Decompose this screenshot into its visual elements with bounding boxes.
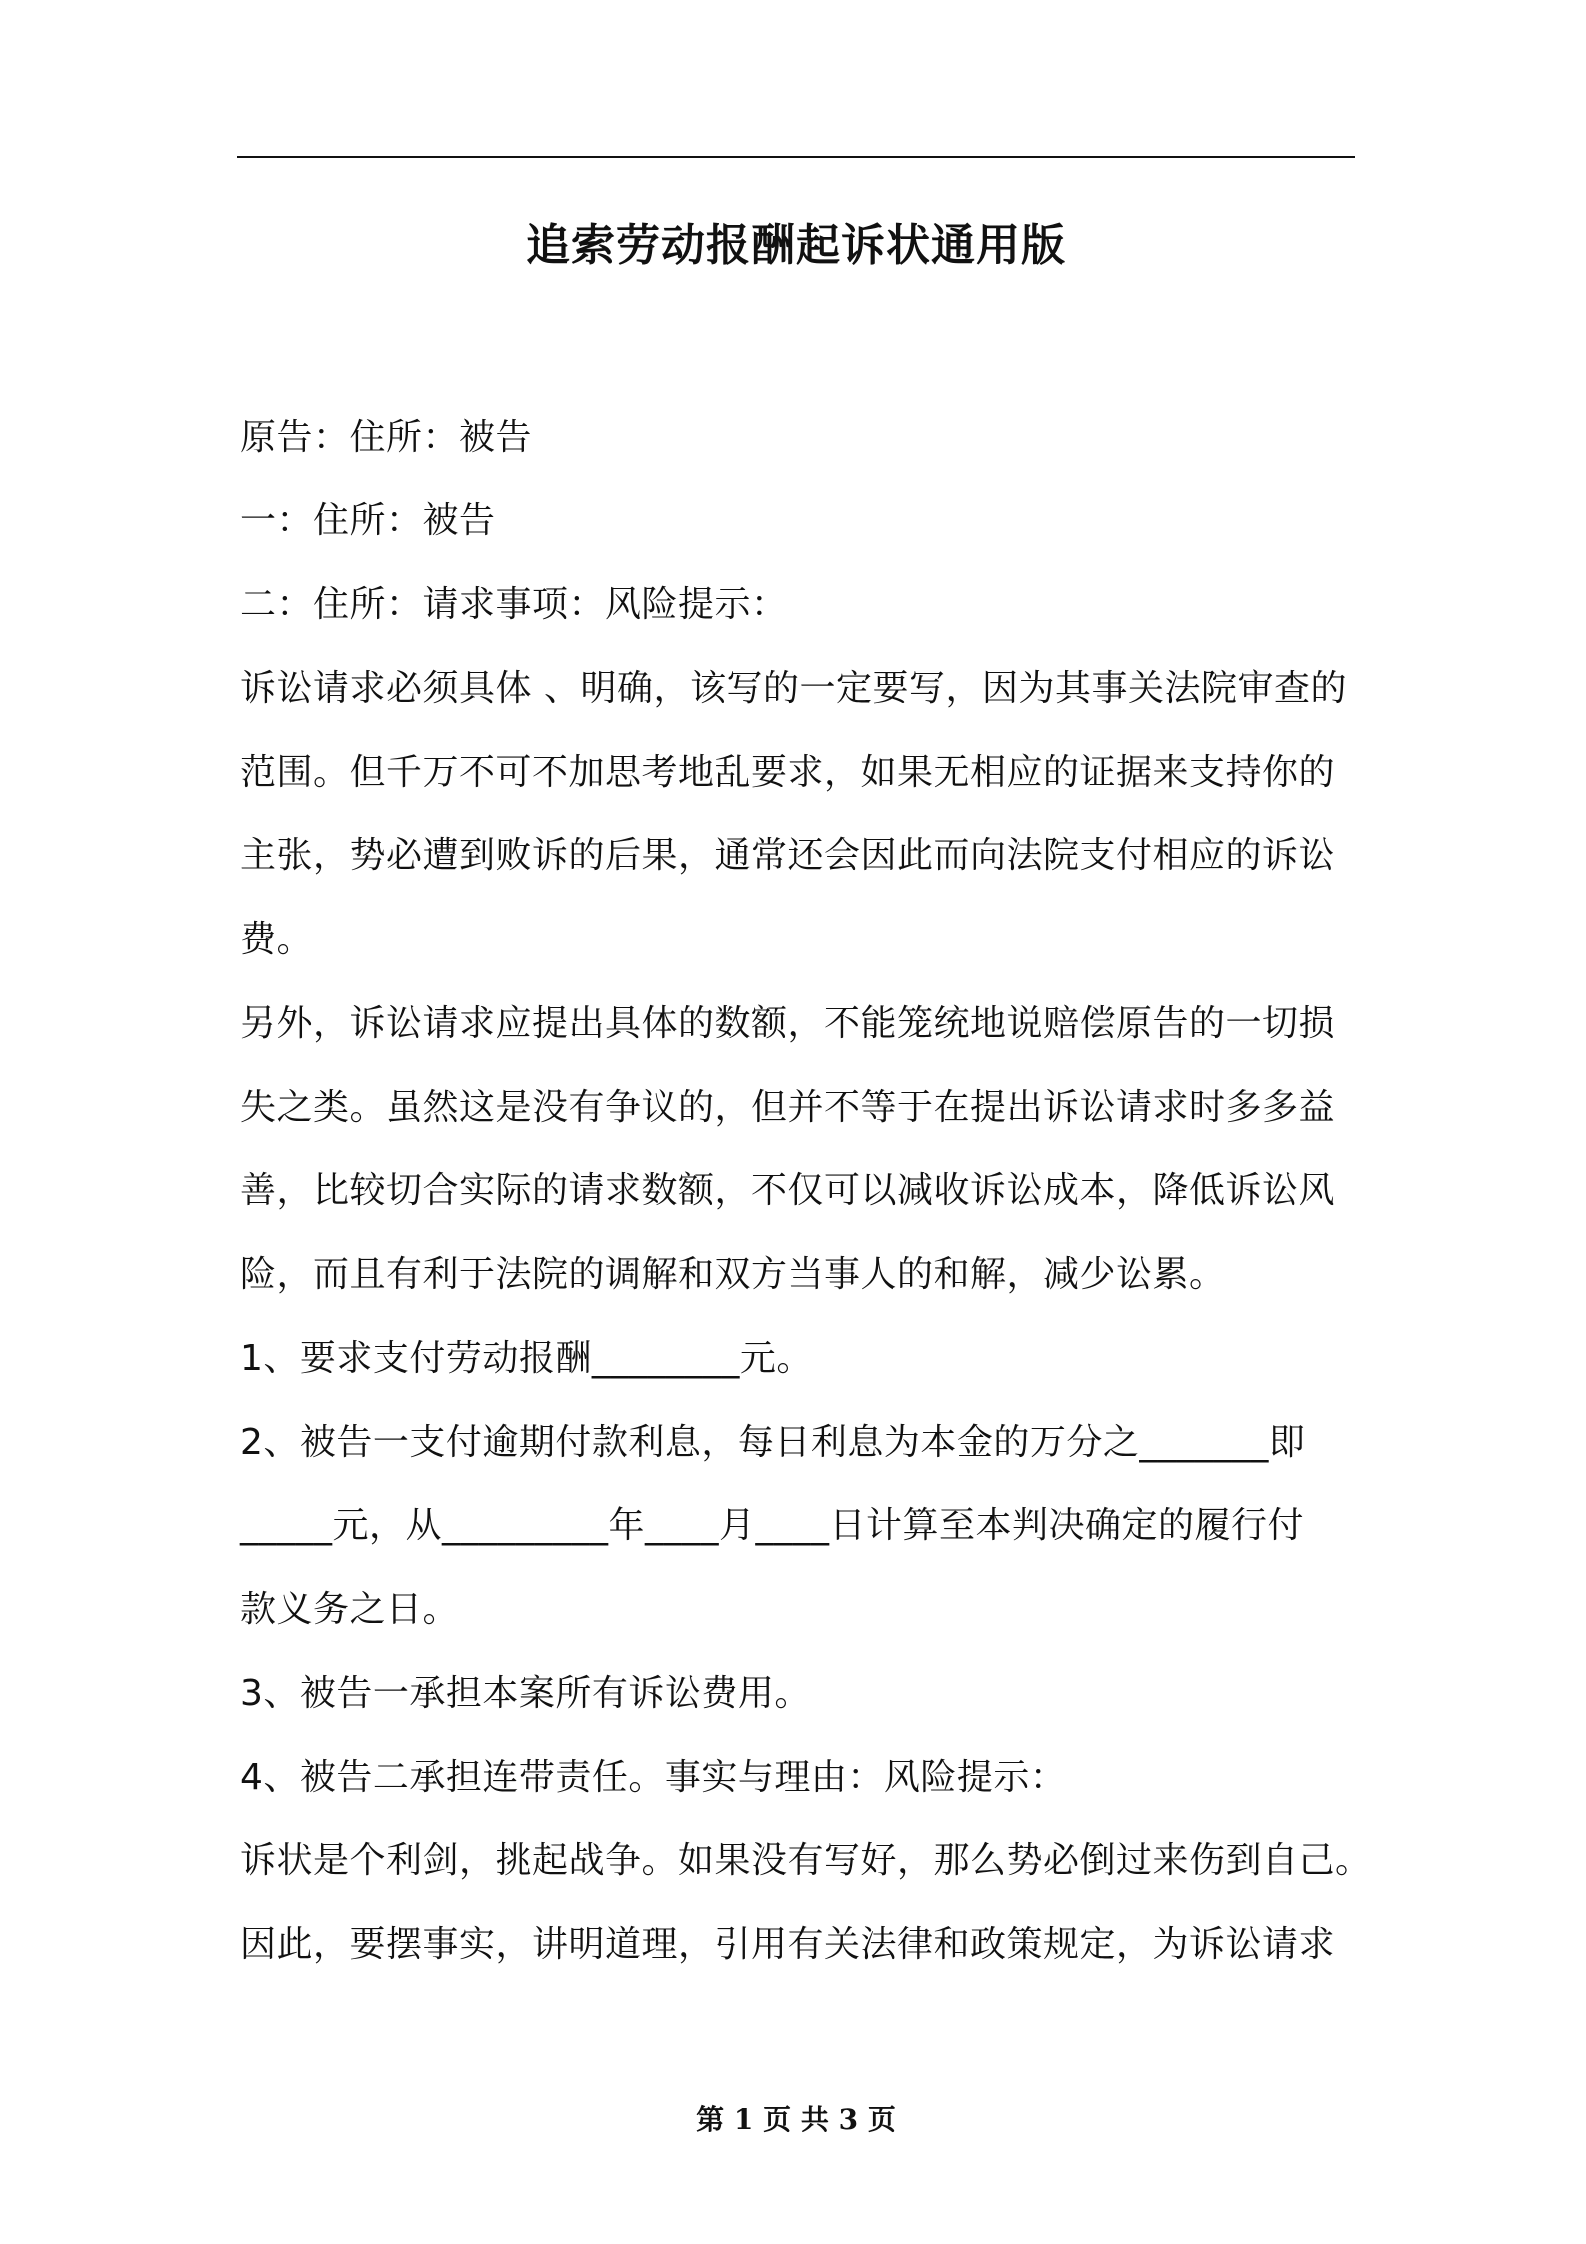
body-line: 范围。但千万不可不加思考地乱要求，如果无相应的证据来支持你的 (240, 752, 1336, 793)
body-line: 一：住所：被告 (240, 500, 496, 541)
body-line: 二：住所：请求事项：风险提示： (240, 584, 788, 625)
body-line: 善，比较切合实际的请求数额，不仅可以减收诉讼成本，降低诉讼风 (240, 1170, 1336, 1211)
body-line: _____元，从_________年____月____日计算至本判决确定的履行付 (240, 1505, 1305, 1546)
body-line: 另外，诉讼请求应提出具体的数额，不能笼统地说赔偿原告的一切损 (240, 1003, 1336, 1044)
body-line: 险，而且有利于法院的调解和双方当事人的和解，减少讼累。 (240, 1254, 1226, 1295)
body-line: 主张，势必遭到败诉的后果，通常还会因此而向法院支付相应的诉讼 (240, 835, 1336, 876)
body-line: 诉状是个利剑，挑起战争。如果没有写好，那么势必倒过来伤到自己。 (240, 1840, 1372, 1881)
body-line: 2、被告一支付逾期付款利息，每日利息为本金的万分之_______即 (240, 1422, 1306, 1463)
header-rule (237, 156, 1355, 158)
body-line: 因此，要摆事实，讲明道理，引用有关法律和政策规定，为诉讼请求 (240, 1924, 1336, 1965)
body-line: 3、被告一承担本案所有诉讼费用。 (240, 1673, 811, 1714)
body-line: 4、被告二承担连带责任。事实与理由：风险提示： (240, 1757, 1067, 1798)
body-line: 失之类。虽然这是没有争议的，但并不等于在提出诉讼请求时多多益 (240, 1087, 1336, 1128)
body-line: 诉讼请求必须具体 、明确，该写的一定要写，因为其事关法院审查的 (240, 668, 1347, 709)
body-line: 原告：住所：被告 (240, 417, 533, 458)
body-line: 费。 (240, 919, 314, 960)
body-line: 1、要求支付劳动报酬________元。 (240, 1338, 813, 1379)
body-line: 款义务之日。 (240, 1589, 460, 1630)
page-number: 第 1 页 共 3 页 (696, 2103, 896, 2136)
document-title: 追索劳动报酬起诉状通用版 (526, 220, 1066, 271)
